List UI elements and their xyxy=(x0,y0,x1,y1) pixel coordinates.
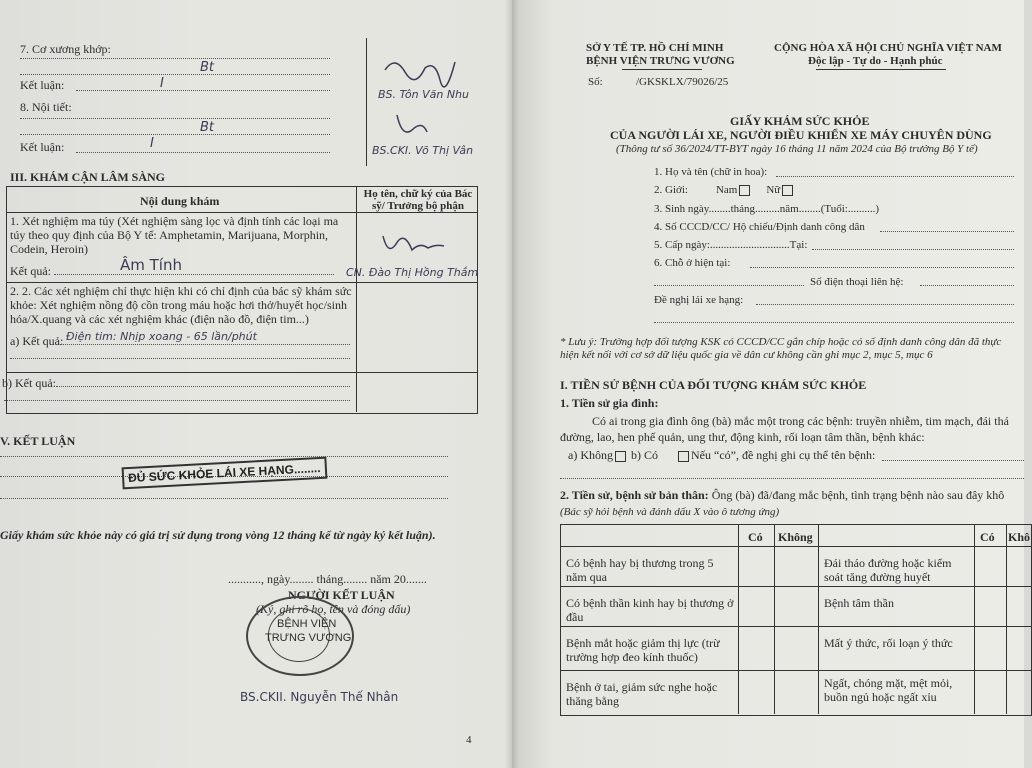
lab-table-col-divider xyxy=(356,186,357,412)
s7-conclusion-line xyxy=(76,90,330,91)
form-title-1: GIẤY KHÁM SỨC KHỎE xyxy=(730,114,870,128)
history-row-right: Bệnh tâm thần xyxy=(824,596,894,610)
family-yes-label: b) Có xyxy=(631,448,658,462)
s7-conclusion-value: I xyxy=(160,76,164,91)
left-page xyxy=(0,0,512,768)
s7-line xyxy=(20,58,330,59)
field-address-line xyxy=(750,267,1014,268)
signature-scribble-1 xyxy=(380,50,460,90)
history-section-title: I. TIỀN SỬ BỆNH CỦA ĐỐI TƯỢNG KHÁM SỨC KHỎE xyxy=(560,378,867,392)
family-yes-checkbox[interactable] xyxy=(678,451,689,462)
s8-label: 8. Nội tiết: xyxy=(20,100,72,114)
test2b-line-2 xyxy=(4,400,350,401)
doctor1-name: BS. Tôn Văn Nhu xyxy=(378,88,469,101)
test1-text: 1. Xét nghiệm ma túy (Xét nghiệm sàng lọc và định tính các loại ma túy theo quy định của Bộ Y tế: Amphetamin, Marijuana, Morphin, Codein, Heroin) xyxy=(10,214,339,256)
field-license-class: Đề nghị lái xe hạng: xyxy=(654,294,744,306)
signature-scribble-3 xyxy=(378,226,448,262)
org-line1: SỞ Y TẾ TP. HỒ CHÍ MINH xyxy=(586,42,724,54)
fit-to-drive-stamp: ĐỦ SỨC KHỎE LÁI XE HẠNG........ xyxy=(122,457,328,490)
field-id: 4. Số CCCD/CC/ Hộ chiếu/Định danh công dân xyxy=(654,221,865,233)
history-row-line-2 xyxy=(560,586,1031,587)
test1-signer: CN. Đào Thị Hồng Thắm xyxy=(346,266,479,279)
field-phone: Số điện thoại liên hệ: xyxy=(810,276,904,288)
s8-conclusion-value: I xyxy=(150,136,154,151)
col-co: Có xyxy=(748,530,763,544)
right-page xyxy=(512,0,1031,768)
field-dob: 3. Sinh ngày........tháng.........năm........(Tuổi:..........) xyxy=(654,203,879,215)
signature-column-divider xyxy=(366,38,367,166)
test1-result-label: Kết quả: xyxy=(10,264,51,278)
col-khong-2: Khô xyxy=(1008,530,1031,544)
doctor2-name: BS.CKI. Võ Thị Vân xyxy=(372,144,474,157)
section3-title: III. KHÁM CẬN LÂM SÀNG xyxy=(10,170,166,184)
field-issue-line xyxy=(812,249,1014,250)
history-row-left: Có bệnh hay bị thương trong 5 năm qua xyxy=(566,556,714,584)
history-col-4 xyxy=(974,524,975,714)
history-row-right: Mất ý thức, rối loạn ý thức xyxy=(824,636,953,650)
s8-line-2 xyxy=(20,134,330,135)
field-phone-line xyxy=(920,285,1014,286)
test2b-line xyxy=(56,386,350,387)
field-address-line-2 xyxy=(654,285,804,286)
test1-result-line xyxy=(54,274,334,275)
form-title-2: CỦA NGƯỜI LÁI XE, NGƯỜI ĐIỀU KHIỂN XE MÁY CHUYÊN DÙNG xyxy=(610,128,992,142)
personal-history-note: (Bác sỹ hỏi bệnh và đánh dấu X vào ô tương ứng) xyxy=(560,506,780,518)
s7-handwritten-value: Bt xyxy=(200,60,215,75)
test2a-label: a) Kết quả: xyxy=(10,334,64,348)
field-gender xyxy=(654,184,795,196)
final-signer: BS.CKII. Nguyễn Thế Nhân xyxy=(240,690,399,704)
family-history-text-b: đường, lao, hen phế quản, ung thư, động kinh, rối loạn tâm thần, bệnh khác: xyxy=(560,430,925,444)
test2a-line xyxy=(60,344,350,345)
history-col-3 xyxy=(818,524,819,714)
history-row-line-4 xyxy=(560,670,1031,671)
form-title-3: (Thông tư số 36/2024/TT-BYT ngày 16 tháng 11 năm 2024 của Bộ trưởng Bộ Y tế) xyxy=(616,143,978,155)
test2a-value: Điện tim: Nhịp xoang - 65 lần/phút xyxy=(66,330,257,343)
country-line2: Độc lập - Tự do - Hạnh phúc xyxy=(808,55,943,67)
field-id-line xyxy=(880,231,1014,232)
test2-text: 2. 2. Các xét nghiệm chỉ thực hiện khi có chỉ định của bác sỹ khám sức khỏe: Xét nghiệm nồng độ cồn trong máu hoặc hơi thở/huyết học/sinh hóa/X.quang và các xét nghiệm khác (điện não đồ, điện tim...) xyxy=(10,284,352,326)
family-history-text-a: Có ai trong gia đình ông (bà) mắc một trong các bệnh: truyền nhiễm, tim mạch, đái thá xyxy=(592,414,1009,428)
country-underline xyxy=(816,69,946,70)
family-history-options xyxy=(568,448,875,463)
history-row-right: Đái tháo đường hoặc kiểm soát tăng đường huyết xyxy=(824,556,952,584)
history-col-2 xyxy=(774,524,775,714)
field-license-line-2 xyxy=(654,322,1014,323)
conclusion-line-1 xyxy=(0,456,448,457)
s8-line xyxy=(20,118,330,119)
conclusion-line-3 xyxy=(0,498,448,499)
org-underline xyxy=(622,69,702,70)
history-col-5 xyxy=(1006,524,1007,714)
field-issue: 5. Cấp ngày:.............................Tại: xyxy=(654,239,808,251)
s7-line-2 xyxy=(20,74,330,75)
table-head-sign: Họ tên, chữ ký của Bác sỹ/ Trưởng bộ phận xyxy=(363,188,473,212)
country-line1: CỘNG HÒA XÃ HỘI CHỦ NGHĨA VIỆT NAM xyxy=(774,42,1002,54)
field-gender-label: 2. Giới: xyxy=(654,184,688,196)
lab-table-row1-divider xyxy=(6,282,477,283)
gender-male-label: Nam xyxy=(715,184,738,196)
history-row-line-1 xyxy=(560,546,1031,547)
form-note: * Lưu ý: Trường hợp đối tượng KSK có CCCD/CC gắn chíp hoặc có số định danh công dân đã thực hiện kết nối với cơ sở dữ liệu quốc gia về dân cư không cần ghi mục 2, mục 5, mục 6 xyxy=(560,336,1002,361)
field-license-line xyxy=(756,304,1014,305)
family-no-checkbox[interactable] xyxy=(615,451,626,462)
history-col-1 xyxy=(738,524,739,714)
seal-line2: TRƯNG VƯƠNG xyxy=(265,632,352,644)
history-row-left: Bệnh ở tai, giảm sức nghe hoặc thăng bằng xyxy=(566,680,718,708)
seal-line1: BỆNH VIỆN xyxy=(277,618,337,630)
s8-handwritten-value: Bt xyxy=(200,120,215,135)
family-history-title: 1. Tiền sử gia đình: xyxy=(560,396,659,410)
gender-female-checkbox[interactable] xyxy=(782,185,793,196)
so-label: Số: xyxy=(588,76,603,88)
signer-title: NGƯỜI KẾT LUẬN xyxy=(288,588,395,602)
col-co-2: Có xyxy=(980,530,995,544)
history-row-left: Có bệnh thần kinh hay bị thương ở đầu xyxy=(566,596,734,624)
field-name: 1. Họ và tên (chữ in hoa): xyxy=(654,166,768,178)
field-name-line xyxy=(776,176,1014,177)
s7-conclusion-label: Kết luận: xyxy=(20,78,65,92)
family-yes-detail-line xyxy=(882,460,1024,461)
s8-conclusion-label: Kết luận: xyxy=(20,140,65,154)
table-head-content: Nội dung khám xyxy=(140,194,220,208)
personal-history-text: Ông (bà) đã/đang mắc bệnh, tình trạng bệnh nào sau đây khô xyxy=(711,488,1005,502)
lab-table-row2-divider xyxy=(6,372,477,373)
s7-label: 7. Cơ xương khớp: xyxy=(20,42,111,56)
history-row-left: Bệnh mắt hoặc giảm thị lực (trừ trường hợp đeo kính thuốc) xyxy=(566,636,720,664)
history-row-right: Ngất, chóng mặt, mệt mỏi, buồn ngủ hoặc ngất xỉu xyxy=(824,676,953,704)
section4-title: V. KẾT LUẬN xyxy=(0,434,76,448)
page-number: 4 xyxy=(466,734,472,746)
personal-history xyxy=(560,488,1004,503)
lab-table-head-divider xyxy=(6,212,477,213)
page-fold-shadow xyxy=(505,0,519,768)
col-khong: Không xyxy=(778,530,813,544)
validity-note: Giấy khám sức khỏe này có giá trị sử dụng trong vòng 12 tháng kể từ ngày ký kết luận). xyxy=(0,528,436,542)
signature-scribble-2 xyxy=(392,110,432,140)
family-yes-detail-label: Nếu “có”, đề nghị ghi cụ thể tên bệnh: xyxy=(691,448,876,462)
gender-female-label: Nữ xyxy=(766,184,781,196)
test2b-label: b) Kết quả: xyxy=(2,376,56,390)
org-line2: BỆNH VIỆN TRƯNG VƯƠNG xyxy=(586,55,735,67)
family-history-line-2 xyxy=(560,478,1024,479)
gender-male-checkbox[interactable] xyxy=(739,185,750,196)
s8-conclusion-line xyxy=(76,152,330,153)
so-value: /GKSKLX/79026/25 xyxy=(636,76,729,88)
field-address: 6. Chỗ ở hiện tại: xyxy=(654,257,731,269)
personal-history-title: 2. Tiền sử, bệnh sử bản thân: xyxy=(560,488,709,502)
date-line: ..........., ngày........ tháng........ năm 20....... xyxy=(228,572,427,586)
test2a-line-2 xyxy=(10,358,350,359)
history-row-line-3 xyxy=(560,626,1031,627)
signer-note: (Ký, ghi rõ họ, tên và đóng dấu) xyxy=(256,602,411,616)
test1-result-value: Âm Tính xyxy=(120,256,182,274)
family-no-label: a) Không xyxy=(568,448,613,462)
